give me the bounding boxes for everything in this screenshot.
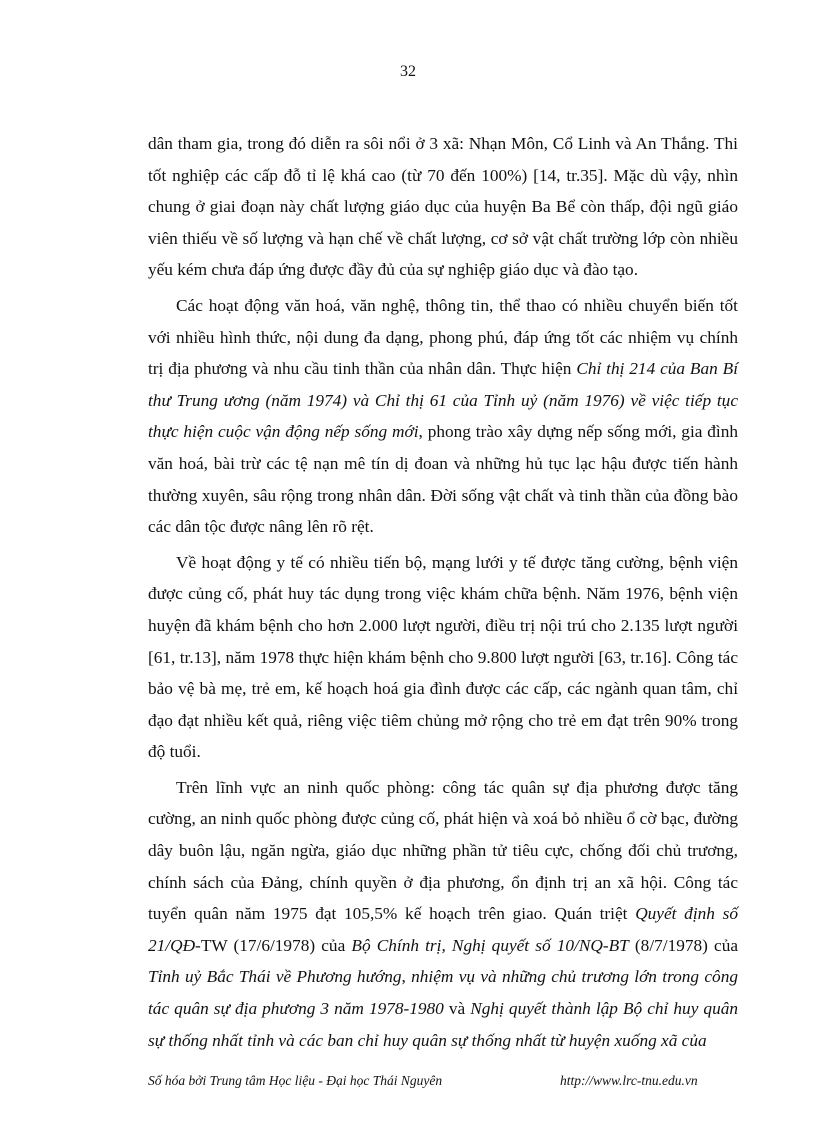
italic-citation: Tỉnh uỷ Bắc Thái về Phương hướng <box>148 967 402 987</box>
paragraph-security <box>148 772 738 1056</box>
text-run: , <box>401 967 412 987</box>
footer-source: Số hóa bởi Trung tâm Học liệu - Đại học Thái Nguyên <box>148 1073 443 1088</box>
footer-url: http://www.lrc-tnu.edu.vn <box>560 1073 698 1088</box>
text-run: và <box>443 999 471 1019</box>
paragraph-culture <box>148 290 738 543</box>
text-run: , phong trào xây dựng nếp sống mới, gia đình văn hoá, bài trừ các tệ nạn mê tín dị đoan và những hủ tục lạc hậu được tiến hành thường xuyên, sâu rộng trong nhân dân. Đời sống vật chất và tinh thần của đồng bào các dân tộc được nâng lên rõ rệt. <box>148 422 738 537</box>
text-run: TW (17/6/1978) của <box>200 935 352 955</box>
italic-citation: Quyết định số 21/QĐ- <box>148 904 738 955</box>
italic-citation: Bộ Chính trị, Nghị quyết số 10/NQ-BT <box>351 935 629 955</box>
paragraph-education: dân tham gia, trong đó diễn ra sôi nổi ở 3 xã: Nhạn Môn, Cổ Linh và An Thắng. Thi tốt nghiệp các cấp đỗ tỉ lệ khá cao (từ 70 đến 100%) [14, tr.35]. Mặc dù vậy, nhìn chung ở giai đoạn này chất lượng giáo dục của huyện Ba Bể còn thấp, đội ngũ giáo viên thiếu về số lượng và hạn chế về chất lượng, cơ sở vật chất trường lớp còn nhiều yếu kém chưa đáp ứng được đầy đủ của sự nghiệp giáo dục và đào tạo. <box>148 134 738 280</box>
paragraph-health: Về hoạt động y tế có nhiều tiến bộ, mạng lưới y tế được tăng cường, bệnh viện được củng cố, phát huy tác dụng trong việc khám chữa bệnh. Năm 1976, bệnh viện huyện đã khám bệnh cho hơn 2.000 lượt người, điều trị nội trú cho 2.135 lượt người [61, tr.13], năm 1978 thực hiện khám bệnh cho 9.800 lượt người [63, tr.16]. Công tác bảo vệ bà mẹ, trẻ em, kế hoạch hoá gia đình được các cấp, các ngành quan tâm, chỉ đạo đạt nhiều kết quả, riêng việc tiêm chủng mở rộng cho trẻ em đạt trên 90% trong độ tuổi. <box>148 552 738 762</box>
italic-citation: Nghị quyết thành lập Bộ chỉ huy quân sự thống nhất tỉnh và các ban chỉ huy quân sự thống nhất từ huyện xuống xã của <box>148 999 738 1050</box>
body-text <box>148 128 738 1060</box>
text-run: Trên lĩnh vực an ninh quốc phòng: công tác quân sự địa phương được tăng cường, an ninh quốc phòng được củng cố, phát hiện và xoá bỏ nhiều ổ cờ bạc, đường dây buôn lậu, ngăn ngừa, giáo dục những phần tử tiêu cực, chống đối chủ trương, chính sách của Đảng, chính quyền ở địa phương, ổn định trị an xã hội. Công tác tuyển quân năm 1975 đạt 105,5% kế hoạch trên giao. Quán triệt <box>148 777 738 924</box>
text-run: (8/7/1978) của <box>628 935 739 955</box>
text-run: Các hoạt động văn hoá, văn nghệ, thông tin, thể thao có nhiều chuyển biến tốt với nhiều hình thức, nội dung đa dạng, phong phú, đáp ứng tốt các nhiệm vụ chính trị địa phương và nhu cầu tinh thần của nhân dân. Thực hiện <box>148 295 738 379</box>
italic-citation: nhiệm vụ và những chủ trương lớn trong công tác quân sự địa phương 3 năm 1978-1980 <box>148 967 738 1019</box>
italic-citation: Chỉ thị 214 của Ban Bí thư Trung ương (năm 1974) và Chỉ thị 61 của Tỉnh uỷ (năm 1976) về việc tiếp tục thực hiện cuộc vận động nếp sống mới <box>148 359 738 442</box>
page-number: 32 <box>400 63 416 80</box>
